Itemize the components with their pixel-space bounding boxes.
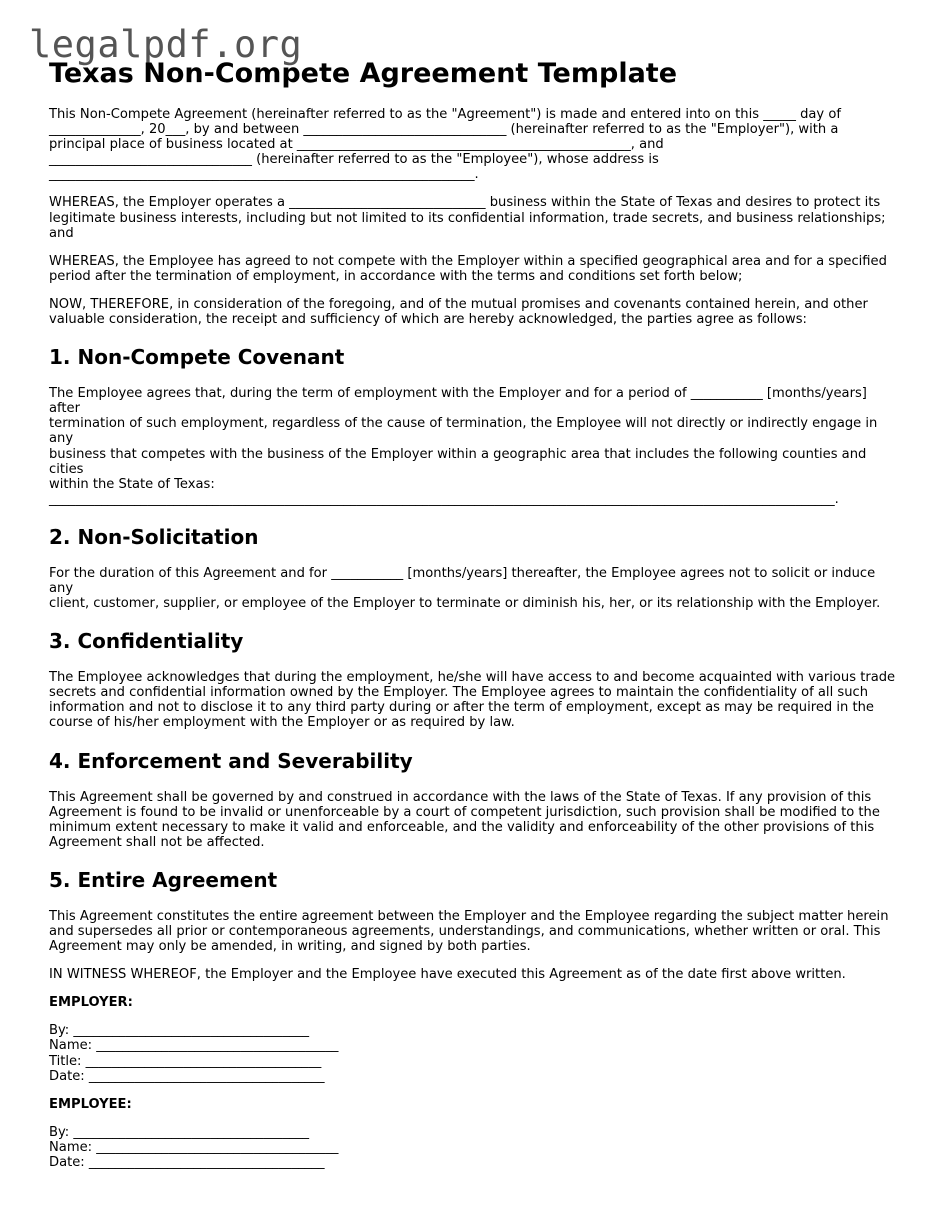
witness-paragraph: IN WITNESS WHEREOF, the Employer and the Employee have executed this Agreement as of the date first above written. [49, 967, 846, 983]
section-heading-confidentiality: 3. Confidentiality [49, 629, 244, 654]
section-body-confidentiality: The Employee acknowledges that during the employment, he/she will have access to and become acquainted with various trade secrets and confidential information owned by the Employer. The Employee agrees to maintain the confidentiality of all such information and not to disclose it to any third party during or after the term of employment, except as may be required in the course of his/her employment with the Employer or as required by law. [49, 670, 896, 731]
employee-label: EMPLOYEE: [49, 1096, 132, 1112]
section-heading-non-compete: 1. Non-Compete Covenant [49, 345, 345, 370]
employer-signature-block: By: ____________________________________ Name: _____________________________________ Title: ____________________________________ Date: ____________________________________ [49, 1023, 339, 1084]
employer-label: EMPLOYER: [49, 995, 133, 1011]
section-body-non-solicitation: For the duration of this Agreement and for ___________ [months/years] thereafter, the Employee agrees not to solicit or induce any client, customer, supplier, or employee of the Employer to terminate or diminish his, her, or its relationship with the Employer. [49, 565, 881, 612]
document-title: Texas Non-Compete Agreement Template [49, 58, 678, 89]
section-body-non-compete: The Employee agrees that, during the term of employment with the Employer and for a period of ___________ [months/years] after termination of such employment, regardless of the cause of termination, the Employee will not directly or indirectly engage in any business that competes with the business of the Employer within a geographic area that includes the following counties and cities within the State of Texas: ________________________________________________________________________________________________________________________. [49, 386, 878, 507]
section-heading-enforcement: 4. Enforcement and Severability [49, 748, 413, 773]
whereas-paragraph-2: WHEREAS, the Employee has agreed to not compete with the Employer within a specified geographical area and for a specified period after the termination of employment, in accordance with the terms and conditions set forth below; [49, 253, 887, 284]
whereas-paragraph-1: WHEREAS, the Employer operates a ______________________________ business within the State of Texas and desires to protect its legitimate business interests, including but not limited to its confidential information, trade secrets, and business relationships; and [49, 195, 886, 241]
section-heading-non-solicitation: 2. Non-Solicitation [49, 524, 259, 549]
now-therefore-paragraph: NOW, THEREFORE, in consideration of the foregoing, and of the mutual promises and covenants contained herein, and other valuable consideration, the receipt and sufficiency of which are hereby acknowledged, the parties agree as follows: [49, 296, 868, 328]
section-heading-entire-agreement: 5. Entire Agreement [49, 867, 278, 892]
section-body-entire-agreement: This Agreement constitutes the entire agreement between the Employer and the Employee regarding the subject matter herein and supersedes all prior or contemporaneous agreements, understandings, and communications, whether written or oral. This Agreement may only be amended, in writing, and signed by both parties. [49, 908, 889, 955]
employee-signature-block: By: ____________________________________ Name: _____________________________________ Date: ____________________________________ [49, 1124, 339, 1171]
section-body-enforcement: This Agreement shall be governed by and construed in accordance with the laws of the State of Texas. If any provision of this Agreement is found to be invalid or unenforceable by a court of competent jurisdiction, such provision shall be modified to the minimum extent necessary to make it valid and enforceable, and the validity and enforceability of the other provisions of this Agreement shall not be affected. [49, 789, 880, 850]
intro-paragraph: This Non-Compete Agreement (hereinafter referred to as the "Agreement") is made and entered into on this _____ day of ______________, 20___, by and between _______________________________ (hereinafter referred to as the "Employer"), with a principal place of business located at ___________________________________________________, and _______________________________ (hereinafter referred to as the "Employee"), whose address is _________________________________________________________________. [49, 107, 841, 183]
document-body [49, 58, 899, 1183]
watermark-logo: legalpdf.org [29, 23, 303, 66]
